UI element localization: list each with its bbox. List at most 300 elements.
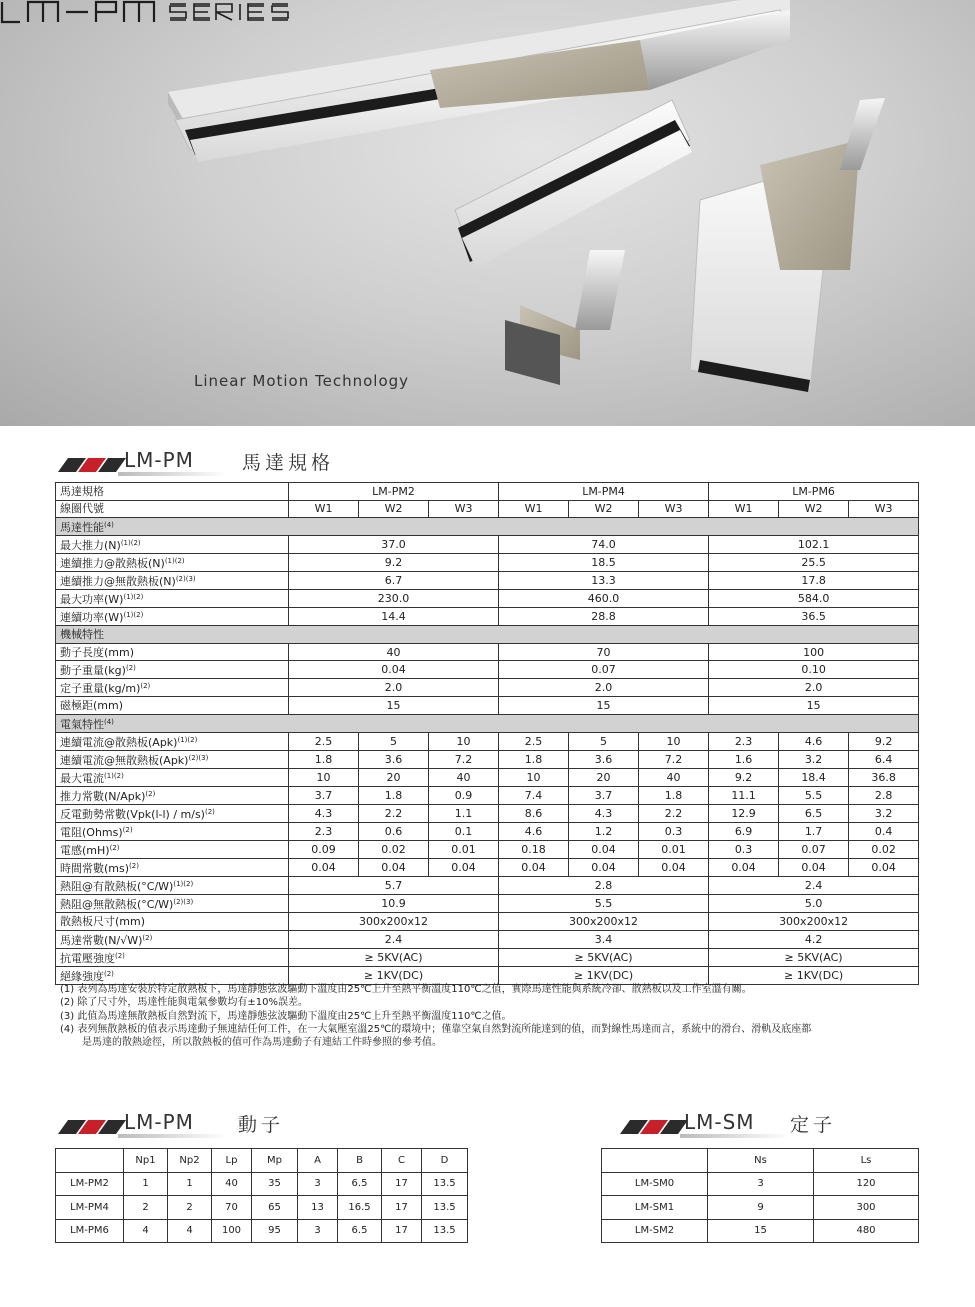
value-cell: 0.6 (359, 822, 429, 840)
row-label (56, 804, 289, 822)
value-cell: 17 (382, 1196, 422, 1220)
value-cell: 15 (289, 697, 499, 715)
value-cell: 8.6 (499, 804, 569, 822)
table-row (56, 930, 919, 948)
footnote-ref: (4) (104, 521, 114, 530)
table-row (56, 661, 919, 679)
value-cell: 18.4 (779, 768, 849, 786)
spec-notes (60, 983, 935, 1049)
hero-banner (0, 0, 975, 426)
heading-stripes-icon (620, 1120, 690, 1134)
row-label (56, 786, 289, 804)
value-cell: 2 (168, 1196, 212, 1220)
footnote-ref: (2) (140, 682, 151, 691)
footnote-ref: (2) (145, 789, 156, 798)
value-cell: 4 (124, 1219, 168, 1243)
coil-header: W3 (849, 500, 919, 518)
row-label-text: 馬達常數(N/√W) (60, 933, 143, 947)
row-label-text: 推力常數(N/Apk) (60, 789, 146, 803)
row-label (56, 661, 289, 679)
model-header: LM-PM2 (289, 483, 499, 501)
row-label-text: 熱阻@有散熱板(°C/W) (60, 879, 174, 893)
column-header: Np2 (168, 1149, 212, 1173)
value-cell: 10 (639, 732, 709, 750)
row-label (56, 714, 919, 732)
footnote-ref: (1)(2) (164, 557, 185, 566)
value-cell: 230.0 (289, 590, 499, 608)
coil-header: W1 (709, 500, 779, 518)
table-row (56, 608, 919, 626)
value-cell: 15 (709, 697, 919, 715)
value-cell: 3 (708, 1172, 814, 1196)
footnote-ref: (1)(2) (123, 593, 144, 602)
table-row (56, 1219, 468, 1243)
value-cell: 9 (708, 1196, 814, 1220)
value-cell: 10 (499, 768, 569, 786)
coil-header: W3 (429, 500, 499, 518)
row-label (56, 626, 919, 644)
value-cell: 0.18 (499, 840, 569, 858)
value-cell: 5.7 (289, 876, 499, 894)
value-cell: 0.07 (779, 840, 849, 858)
row-label (56, 966, 289, 984)
header-spec-label: 馬達規格 (56, 483, 289, 501)
value-cell: 2.4 (289, 930, 499, 948)
heading-stripes-icon (58, 458, 128, 472)
value-cell: 2.8 (849, 786, 919, 804)
value-cell: 40 (212, 1172, 252, 1196)
table-row (56, 679, 919, 697)
value-cell: 3 (298, 1172, 338, 1196)
row-label-text: 連續電流@散熱板(Apk) (60, 735, 178, 749)
value-cell: 9.2 (849, 732, 919, 750)
footnote-ref: (2) (122, 825, 133, 834)
value-cell: 37.0 (289, 536, 499, 554)
value-cell: 300x200x12 (709, 912, 919, 930)
value-cell: 0.01 (429, 840, 499, 858)
value-cell: 25.5 (709, 554, 919, 572)
value-cell: 0.04 (569, 840, 639, 858)
value-cell: 6.5 (779, 804, 849, 822)
value-cell: 2.3 (289, 822, 359, 840)
footnote-ref: (2) (104, 969, 114, 978)
value-cell: 17 (382, 1172, 422, 1196)
value-cell: 70 (212, 1196, 252, 1220)
model-header: LM-PM6 (709, 483, 919, 501)
row-label-text: 連續功率(W) (60, 611, 124, 625)
coil-header: W2 (569, 500, 639, 518)
value-cell: 36.5 (709, 608, 919, 626)
column-header: Np1 (124, 1149, 168, 1173)
mover-model-label: LM-PM (124, 1110, 194, 1134)
value-cell: 4.6 (779, 732, 849, 750)
value-cell: 0.04 (289, 661, 499, 679)
value-cell: 300x200x12 (499, 912, 709, 930)
value-cell: 1.8 (359, 786, 429, 804)
footnote-ref: (2) (129, 861, 139, 870)
value-cell: 13.5 (422, 1219, 468, 1243)
heading-stripes-icon (58, 1120, 128, 1134)
row-label-text: 連續推力@散熱板(N) (60, 557, 165, 571)
note-2: (2) 除了尺寸外，馬達性能與電氣參數均有±10%誤差。 (60, 997, 308, 1009)
row-label (56, 732, 289, 750)
value-cell: ≥ 5KV(AC) (709, 948, 919, 966)
table-row (56, 554, 919, 572)
table-row (56, 590, 919, 608)
value-cell: 65 (252, 1196, 298, 1220)
row-label (56, 536, 289, 554)
value-cell: 4.2 (709, 930, 919, 948)
model-header: LM-PM4 (499, 483, 709, 501)
table-row (602, 1196, 919, 1220)
spec-model-label: LM-PM (124, 448, 194, 472)
value-cell: LM-PM2 (56, 1172, 124, 1196)
column-header: Ls (814, 1149, 919, 1173)
value-cell: 28.8 (499, 608, 709, 626)
row-label (56, 930, 289, 948)
spec-section-heading (58, 448, 358, 478)
table-row (56, 840, 919, 858)
value-cell: 2.5 (499, 732, 569, 750)
value-cell: 4.3 (569, 804, 639, 822)
value-cell: 0.1 (429, 822, 499, 840)
value-cell: 102.1 (709, 536, 919, 554)
value-cell: 3.7 (289, 786, 359, 804)
value-cell: 0.4 (849, 822, 919, 840)
table-row (56, 697, 919, 715)
value-cell: 2.2 (359, 804, 429, 822)
row-label (56, 840, 289, 858)
value-cell: 7.2 (639, 750, 709, 768)
value-cell: 7.2 (429, 750, 499, 768)
value-cell: 4.3 (289, 804, 359, 822)
value-cell: 300 (814, 1196, 919, 1220)
table-row (56, 750, 919, 768)
value-cell: 120 (814, 1172, 919, 1196)
value-cell: 1.8 (499, 750, 569, 768)
note-4-cont: 是馬達的散熱途徑，所以散熱板的值可作為馬達動子有連結工件時參照的參考值。 (82, 1037, 442, 1049)
value-cell: 0.07 (499, 661, 709, 679)
value-cell: 15 (499, 697, 709, 715)
value-cell: ≥ 1KV(DC) (499, 966, 709, 984)
footnote-ref: (2)(3) (175, 575, 196, 584)
footnote-ref: (2) (142, 933, 153, 942)
row-label-text: 磁極距(mm) (60, 699, 124, 713)
value-cell: 2.5 (289, 732, 359, 750)
value-cell: 460.0 (499, 590, 709, 608)
value-cell: 6.4 (849, 750, 919, 768)
table-row (56, 536, 919, 554)
table-row (56, 1172, 468, 1196)
table-row (56, 804, 919, 822)
stator-section-title: 定子 (790, 1114, 837, 1136)
spec-section-title: 馬達規格 (242, 452, 335, 474)
coil-header: W1 (499, 500, 569, 518)
value-cell: 40 (639, 768, 709, 786)
value-cell: 0.01 (639, 840, 709, 858)
value-cell: 1 (168, 1172, 212, 1196)
footnote-ref: (1)(2) (177, 735, 198, 744)
table-header-row (56, 500, 919, 518)
value-cell: 1 (124, 1172, 168, 1196)
value-cell: 2.0 (709, 679, 919, 697)
value-cell: 18.5 (499, 554, 709, 572)
group-row (56, 518, 919, 536)
coil-header: W2 (779, 500, 849, 518)
value-cell: 16.5 (338, 1196, 382, 1220)
footnote-ref: (4) (104, 717, 114, 726)
coil-header: W1 (289, 500, 359, 518)
row-label-text: 最大功率(W) (60, 593, 124, 607)
value-cell: 3.2 (849, 804, 919, 822)
table-row (56, 768, 919, 786)
row-label-text: 熱阻@無散熱板(°C/W) (60, 897, 174, 911)
row-label-text: 絕緣強度 (60, 969, 104, 983)
value-cell: 0.3 (639, 822, 709, 840)
value-cell: 300x200x12 (289, 912, 499, 930)
series-tagline: Linear Motion Technology (194, 372, 410, 390)
value-cell: 17 (382, 1219, 422, 1243)
row-label (56, 858, 289, 876)
value-cell: 1.8 (639, 786, 709, 804)
value-cell: 6.7 (289, 572, 499, 590)
value-cell: 0.02 (849, 840, 919, 858)
row-label-text: 最大推力(N) (60, 539, 121, 553)
value-cell: 6.5 (338, 1219, 382, 1243)
value-cell: 6.5 (338, 1172, 382, 1196)
table-row (56, 858, 919, 876)
table-row (56, 966, 919, 984)
row-label (56, 912, 289, 930)
footnote-ref: (2) (125, 664, 136, 673)
column-header: C (382, 1149, 422, 1173)
value-cell: 40 (289, 643, 499, 661)
value-cell: 13 (298, 1196, 338, 1220)
value-cell: 0.04 (779, 858, 849, 876)
row-label-text: 電阻(Ohms) (60, 825, 123, 839)
value-cell: LM-SM0 (602, 1172, 708, 1196)
table-row (56, 1196, 468, 1220)
value-cell: 584.0 (709, 590, 919, 608)
value-cell: LM-PM6 (56, 1219, 124, 1243)
value-cell: 7.4 (499, 786, 569, 804)
row-label-text: 散熱板尺寸(mm) (60, 914, 146, 928)
value-cell: 35 (252, 1172, 298, 1196)
value-cell: 13.5 (422, 1196, 468, 1220)
footnote-ref: (2)(3) (188, 753, 209, 762)
group-row (56, 714, 919, 732)
footnote-ref: (2)(3) (173, 897, 194, 906)
value-cell: 13.5 (422, 1172, 468, 1196)
value-cell: 0.04 (639, 858, 709, 876)
note-1: (1) 表列為馬達安裝於特定散熱板下，馬達靜態弦波驅動下溫度由25℃上升至熱平衡溫度110℃之值，實際馬達性能與系統冷卻、散熱板以及工作室溫有關。 (60, 984, 752, 995)
table-row (602, 1219, 919, 1243)
value-cell: 2.0 (289, 679, 499, 697)
value-cell: 2.8 (499, 876, 709, 894)
value-cell: 100 (212, 1219, 252, 1243)
value-cell: 40 (429, 768, 499, 786)
value-cell: 70 (499, 643, 709, 661)
value-cell: 2.3 (709, 732, 779, 750)
row-label (56, 876, 289, 894)
column-header: D (422, 1149, 468, 1173)
value-cell: 14.4 (289, 608, 499, 626)
stator-section-heading (620, 1110, 880, 1140)
table-row (56, 912, 919, 930)
value-cell: 2.2 (639, 804, 709, 822)
value-cell: 0.04 (499, 858, 569, 876)
value-cell: 36.8 (849, 768, 919, 786)
value-cell: 5.5 (499, 894, 709, 912)
stator-table (601, 1148, 919, 1243)
mover-section-title: 動子 (238, 1114, 285, 1136)
value-cell: 17.8 (709, 572, 919, 590)
row-label-text: 反電動勢常數(Vpk(l-l) / m/s) (60, 807, 205, 821)
value-cell: 5 (359, 732, 429, 750)
value-cell: 5 (569, 732, 639, 750)
value-cell: 1.2 (569, 822, 639, 840)
table-row (602, 1172, 919, 1196)
row-label (56, 590, 289, 608)
column-header: Ns (708, 1149, 814, 1173)
value-cell: 0.04 (359, 858, 429, 876)
row-label-text: 電感(mH) (60, 843, 110, 857)
value-cell: 1.1 (429, 804, 499, 822)
footnote-ref: (2) (115, 951, 125, 960)
coil-header: W3 (639, 500, 709, 518)
value-cell: 2 (124, 1196, 168, 1220)
value-cell: LM-SM2 (602, 1219, 708, 1243)
table-row (56, 822, 919, 840)
row-label (56, 750, 289, 768)
value-cell: 1.8 (289, 750, 359, 768)
value-cell: 3.7 (569, 786, 639, 804)
column-header: B (338, 1149, 382, 1173)
table-row (56, 876, 919, 894)
value-cell: 10.9 (289, 894, 499, 912)
value-cell: 2.4 (709, 876, 919, 894)
row-label (56, 554, 289, 572)
value-cell: 9.2 (289, 554, 499, 572)
value-cell: 9.2 (709, 768, 779, 786)
value-cell: 3 (298, 1219, 338, 1243)
row-label-text: 最大電流 (60, 771, 104, 785)
value-cell: 1.7 (779, 822, 849, 840)
footnote-ref: (1)(2) (123, 611, 144, 620)
value-cell: 13.3 (499, 572, 709, 590)
value-cell: 3.2 (779, 750, 849, 768)
value-cell: 0.04 (849, 858, 919, 876)
value-cell: LM-PM4 (56, 1196, 124, 1220)
table-row (56, 643, 919, 661)
footnote-ref: (2) (109, 843, 120, 852)
row-label-text: 動子長度(mm) (60, 645, 135, 659)
footnote-ref: (1)(2) (104, 771, 124, 780)
value-cell: 480 (814, 1219, 919, 1243)
value-cell: 74.0 (499, 536, 709, 554)
table-row (56, 786, 919, 804)
value-cell: 20 (569, 768, 639, 786)
footnote-ref: (1)(2) (120, 539, 141, 548)
mover-section-heading (58, 1110, 318, 1140)
value-cell: LM-SM1 (602, 1196, 708, 1220)
right-stator (690, 98, 885, 392)
value-cell: 5.5 (779, 786, 849, 804)
value-cell: 0.10 (709, 661, 919, 679)
row-label (56, 572, 289, 590)
row-label (56, 679, 289, 697)
column-header: A (298, 1149, 338, 1173)
row-label (56, 643, 289, 661)
table-row (56, 572, 919, 590)
value-cell: 0.04 (569, 858, 639, 876)
table-header-row (602, 1149, 919, 1173)
value-cell: 20 (359, 768, 429, 786)
coil-header: W2 (359, 500, 429, 518)
value-cell: ≥ 5KV(AC) (289, 948, 499, 966)
row-label (56, 822, 289, 840)
value-cell: 0.04 (429, 858, 499, 876)
group-row (56, 626, 919, 644)
column-header: Mp (252, 1149, 298, 1173)
value-cell: 4 (168, 1219, 212, 1243)
row-label-text: 抗電壓強度 (60, 951, 115, 965)
series-title-text: LM-PM SERIES (0, 0, 8, 1)
value-cell: 10 (289, 768, 359, 786)
footnote-ref: (2) (204, 807, 215, 816)
value-cell: 0.04 (709, 858, 779, 876)
value-cell: 100 (709, 643, 919, 661)
value-cell: 2.0 (499, 679, 709, 697)
row-label-text: 時間常數(ms) (60, 861, 130, 875)
row-label-text: 動子重量(kg) (60, 664, 126, 678)
value-cell: 0.04 (289, 858, 359, 876)
stator-model-label: LM-SM (684, 1110, 755, 1134)
row-label (56, 518, 919, 536)
value-cell: 3.6 (359, 750, 429, 768)
mover-table (55, 1148, 468, 1243)
motor-spec-table (55, 482, 919, 985)
row-label (56, 894, 289, 912)
value-cell: 6.9 (709, 822, 779, 840)
value-cell: 3.4 (499, 930, 709, 948)
row-label (56, 608, 289, 626)
value-cell: ≥ 5KV(AC) (499, 948, 709, 966)
value-cell: 0.09 (289, 840, 359, 858)
value-cell: 0.9 (429, 786, 499, 804)
column-header (602, 1149, 708, 1173)
value-cell: 1.6 (709, 750, 779, 768)
row-label (56, 768, 289, 786)
row-label-text: 馬達性能 (60, 521, 104, 535)
value-cell: ≥ 1KV(DC) (709, 966, 919, 984)
column-header (56, 1149, 124, 1173)
header-coil-label: 線圈代號 (56, 500, 289, 518)
row-label-text: 機械特性 (60, 627, 104, 641)
value-cell: 3.6 (569, 750, 639, 768)
row-label-text: 定子重量(kg/m) (60, 682, 141, 696)
value-cell: 15 (708, 1219, 814, 1243)
value-cell: ≥ 1KV(DC) (289, 966, 499, 984)
table-header-row (56, 1149, 468, 1173)
small-mover (505, 250, 625, 385)
table-header-row (56, 483, 919, 501)
value-cell: 10 (429, 732, 499, 750)
value-cell: 0.02 (359, 840, 429, 858)
footnote-ref: (1)(2) (173, 879, 194, 888)
row-label (56, 697, 289, 715)
note-3: (3) 此值為馬達無散熱板自然對流下，馬達靜態弦波驅動下溫度由25℃上升至熱平衡溫度110℃之值。 (60, 1010, 512, 1022)
